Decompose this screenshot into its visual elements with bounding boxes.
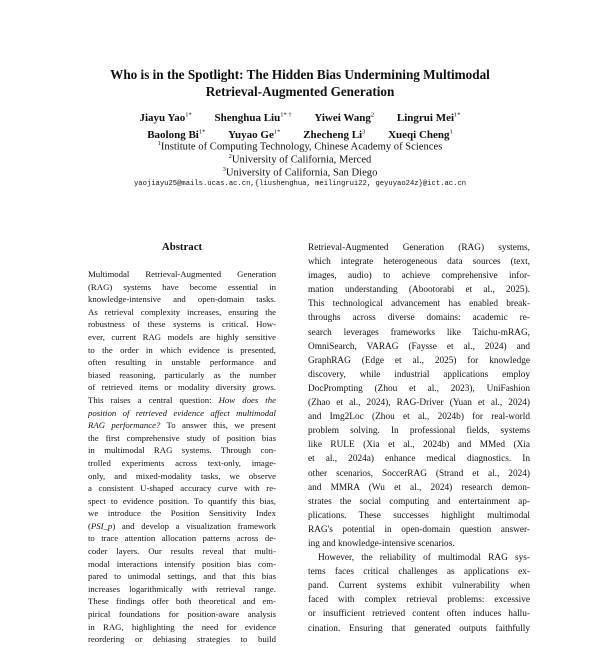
affiliation: $^2$University of California, Merced	[228, 153, 372, 166]
abstract-body	[88, 268, 276, 646]
text-line: However, the reliability of multimodal RAG sys-	[318, 553, 530, 564]
text-line: like RULE (Xia et al., 2024b) and MMed (Xia	[308, 440, 530, 451]
author: Jiayu Yao$^{1*}$	[139, 111, 192, 124]
affiliation: $^3$University of California, San Diego	[222, 166, 378, 179]
text-line: to the order in which evidence is presented,	[88, 344, 276, 355]
author: Baolong $Bi^{1*}$	[147, 128, 206, 141]
text-line: and MMRA (Wu et al., 2024) research demon-	[308, 482, 530, 493]
title-line: Retrieval-Augmented Generation	[205, 84, 395, 99]
text-line: often resulting in unstable performance and	[88, 357, 276, 368]
text-line: position of retrieved evidence affect multimodal	[88, 407, 276, 418]
text-line: discovery, while industrial applications employ	[308, 369, 530, 380]
text-line: pand. Current systems exhibit vulnerability when	[308, 581, 530, 592]
text-line: trolled experiments across text-only, image-	[88, 457, 276, 468]
author: Yuyao $Ge^{1*}$	[228, 128, 281, 141]
text-line: OmniSearch, VARAG (Faysse et al., 2024) and	[308, 341, 530, 352]
text-line: in RAG, highlighting the need for evidence	[88, 621, 276, 632]
text-line: biased reasoning, particularly as the number	[88, 369, 276, 380]
text-line: we introduce the Position Sensitivity Index	[88, 508, 276, 519]
text-line: the first comprehensive study of position bias	[88, 432, 276, 443]
title-line: Who is in the Spotlight: The Hidden Bias Undermining Multimodal	[110, 67, 490, 82]
text-line: of retrieved items or modality diversity grows.	[88, 382, 276, 393]
text-line: plications. These successes highlight multimodal	[308, 510, 530, 521]
text-line: Multimodal Retrieval-Augmented Generation	[88, 269, 276, 279]
text-line: faced with complex retrieval problems: excessive	[308, 595, 530, 606]
text-line: RAG performance? To answer this, we present	[88, 420, 276, 431]
author: Xueqi Cheng$^1$	[388, 128, 453, 141]
text-line: (Zhao et al., 2024), RAG-Driver (Yuan et al., 2024)	[308, 398, 530, 409]
text-line: This raises a central question: How does the	[88, 394, 276, 405]
text-line: coder layers. Our results reveal that multi-	[88, 546, 276, 557]
text-line: (PSI_p) and develop a visualization framework	[88, 520, 276, 531]
text-line: These findings offer both theoretical and em-	[88, 596, 276, 607]
author-row	[0, 108, 600, 125]
text-line: to trace attention allocation patterns across de-	[88, 533, 276, 544]
affiliation: $^1$Institute of Computing Technology, Chinese Academy of Sciences	[157, 140, 443, 153]
text-line: search leverages frameworks like Taichu-mRAG,	[308, 327, 530, 338]
text-line: or insufficient retrieved content often induces hallu-	[308, 609, 530, 620]
author-emails: yaojiayu25@mails.ucas.ac.cn,{liushenghua, meilingrui22, geyuyao24z}@ict.ac.cn	[133, 180, 467, 188]
text-line: ing and knowledge-intensive scenarios.	[308, 538, 455, 549]
text-line: knowledge-intensive and open-domain tasks.	[88, 294, 276, 305]
text-line: strates the social computing and entertainment ap-	[308, 496, 530, 507]
text-line: reordering or debiasing strategies to build	[88, 634, 276, 645]
text-line: and Img2Loc (Zhou et al., 2024b) for real-world	[308, 412, 530, 423]
text-line: only, and mixed-modality tasks, we observe	[88, 470, 276, 481]
text-line: a consistent U-shaped accuracy curve with re-	[88, 483, 276, 494]
text-line: (RAG) systems have become essential in	[88, 281, 276, 292]
text-line: robustness of these systems is critical. How-	[88, 319, 276, 330]
text-line: ever, current RAG models are highly sensitive	[88, 331, 276, 342]
text-line: problem solving. In professional fields, systems	[308, 426, 530, 437]
author: Lingrui Mei$^{1*}$	[396, 111, 461, 124]
abstract-heading: Abstract	[161, 241, 203, 253]
text-line: spect to evidence position. To quantify this bias,	[88, 495, 276, 506]
text-line: which integrate heterogeneous data sources (text,	[308, 257, 530, 268]
text-line: DocPrompting (Zhou et al., 2023), UniFashion	[308, 383, 530, 394]
text-line: et al., 2024a) enhance medical diagnostics. In	[308, 454, 530, 465]
text-line: cination. Ensuring that generated outputs faithfully	[308, 623, 530, 634]
introduction-body	[308, 241, 530, 636]
text-line: GraphRAG (Edge et al., 2025) for knowledge	[308, 355, 530, 366]
text-line: throughs across diverse domains: academic re-	[308, 313, 530, 324]
author: Yiwei Wang$^2$	[314, 111, 375, 124]
text-line: mation understanding (Abootorabi et al., 2025).	[308, 285, 530, 296]
text-line: This technological advancement has enabled break-	[308, 299, 530, 310]
paper-title	[0, 66, 600, 100]
author: Shenghua Liu$^{1* \dagger}$	[214, 111, 292, 124]
text-line: pared to unimodal settings, and that this bias	[88, 571, 276, 582]
text-line: in multimodal RAG systems. Through con-	[88, 445, 276, 456]
text-line: increases logarithmically with retrieval range.	[88, 583, 276, 594]
text-line: Retrieval-Augmented Generation (RAG) systems,	[308, 243, 530, 253]
text-line: As retrieval complexity increases, ensuring the	[88, 306, 276, 317]
text-line: pirical foundations for position-aware analysis	[88, 609, 276, 620]
text-line: tems faces critical challenges as applications ex-	[308, 567, 530, 578]
text-line: images, audio) to achieve comprehensive infor-	[308, 271, 530, 282]
text-line: modal interactions intensify position bias com-	[88, 558, 276, 569]
text-line: other scenarios, SoccerRAG (Strand et al., 2024)	[308, 468, 530, 479]
author: Zhecheng Li$^3$	[303, 128, 366, 141]
text-line: RAG's potential in open-domain question answer-	[308, 524, 530, 535]
